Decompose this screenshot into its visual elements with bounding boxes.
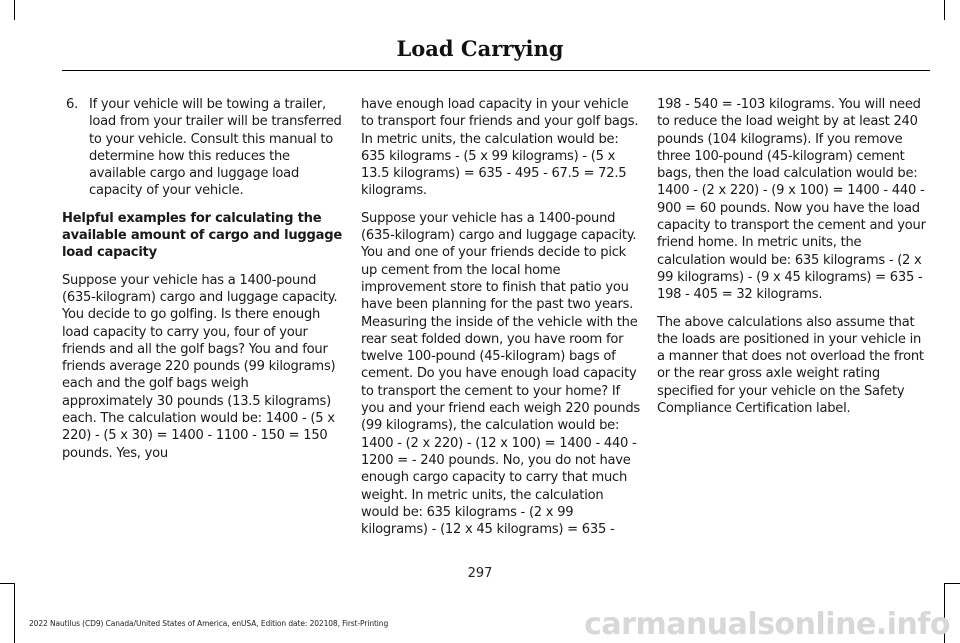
- list-item-text: If your vehicle will be towing a trailer, load from your trailer will be transferred to your vehicle. Consult this manual to determine how this reduces the available cargo and luggage load capacity of your vehicle.: [89, 97, 342, 199]
- crop-mark-bottom-left: [14, 583, 15, 643]
- column-3: [657, 96, 931, 427]
- edition-footer: 2022 Nautilus (CD9) Canada/United States of America, enUSA, Edition date: 202108, First-Printing: [29, 619, 389, 628]
- header-rule: [62, 70, 930, 71]
- paragraph-cement-example: Suppose your vehicle has a 1400-pound (635-kilogram) cargo and luggage capacity. You and one of your friends decide to pick up cement from the local home improvement store to finish that patio you have been planning for the past two years. Measuring the inside of the vehicle with the rear seat folded down, you have room for twelve 100-pound (45-kilogram) bags of cement. Do you have enough load capacity to transport the cement to your home? If you and your friend each weigh 220 pounds (99 kilograms), the calculation would be: 1400 - (2 x 220) - (12 x 100) = 1400 - 440 - 1200 = - 240 pounds. No, you do not have enough cargo capacity to carry that much weight. In metric units, the calculation would be: 635 kilograms - (2 x 99 kilograms) - (12 x 45 kilograms) = 635 -: [361, 210, 640, 538]
- paragraph-golf-example: Suppose your vehicle has a 1400-pound (635-kilogram) cargo and luggage capacity. You decide to go golfing. Is there enough load capacity to carry you, four of your friends and all the golf bags? You and four friends average 220 pounds (99 kilograms) each and the golf bags weigh approximately 30 pounds (13.5 kilograms) each. The calculation would be: 1400 - (5 x 220) - (5 x 30) = 1400 - 1100 - 150 = 150 pounds. Yes, you: [62, 272, 338, 461]
- page-title: Load Carrying: [396, 36, 564, 61]
- column-2: [361, 96, 641, 548]
- crop-mark-bottom-right-h: [944, 583, 960, 584]
- list-item-6: [62, 96, 342, 200]
- watermark: carmanualsonline.info: [584, 607, 950, 642]
- column-1: [62, 96, 342, 472]
- list-item-number: 6.: [66, 97, 78, 112]
- paragraph-golf-continued: have enough load capacity in your vehicle to transport four friends and your golf bags. In metric units, the calculation would be: 635 kilograms - (5 x 99 kilograms) - (5 x 13.5 kilograms) = 635 - 495 - 67.5 = 72.5 kilograms.: [361, 97, 639, 199]
- page-number: 297: [467, 566, 493, 581]
- paragraph-assumptions: The above calculations also assume that the loads are positioned in your vehicle in a manner that does not overload the front or the rear gross axle weight rating specified for your vehicle on the Safety Compliance Certification label.: [657, 314, 924, 417]
- paragraph-cement-continued: 198 - 540 = -103 kilograms. You will need to reduce the load weight by at least 240 pounds (104 kilograms). If you remove three 100-pound (45-kilogram) cement bags, then the load calculation would be: 1400 - (2 x 220) - (9 x 100) = 1400 - 440 - 900 = 60 pounds. Now you have the load capacity to transport the cement and your friend home. In metric units, the calculation would be: 635 kilograms - (2 x 99 kilograms) - (9 x 45 kilograms) = 635 - 198 - 405 = 32 kilograms.: [657, 97, 926, 303]
- section-heading: Helpful examples for calculating the available amount of cargo and luggage load capacity: [62, 210, 342, 261]
- crop-mark-top-left: [14, 0, 15, 20]
- crop-mark-bottom-left-h: [0, 583, 14, 584]
- crop-mark-top-right: [944, 0, 945, 20]
